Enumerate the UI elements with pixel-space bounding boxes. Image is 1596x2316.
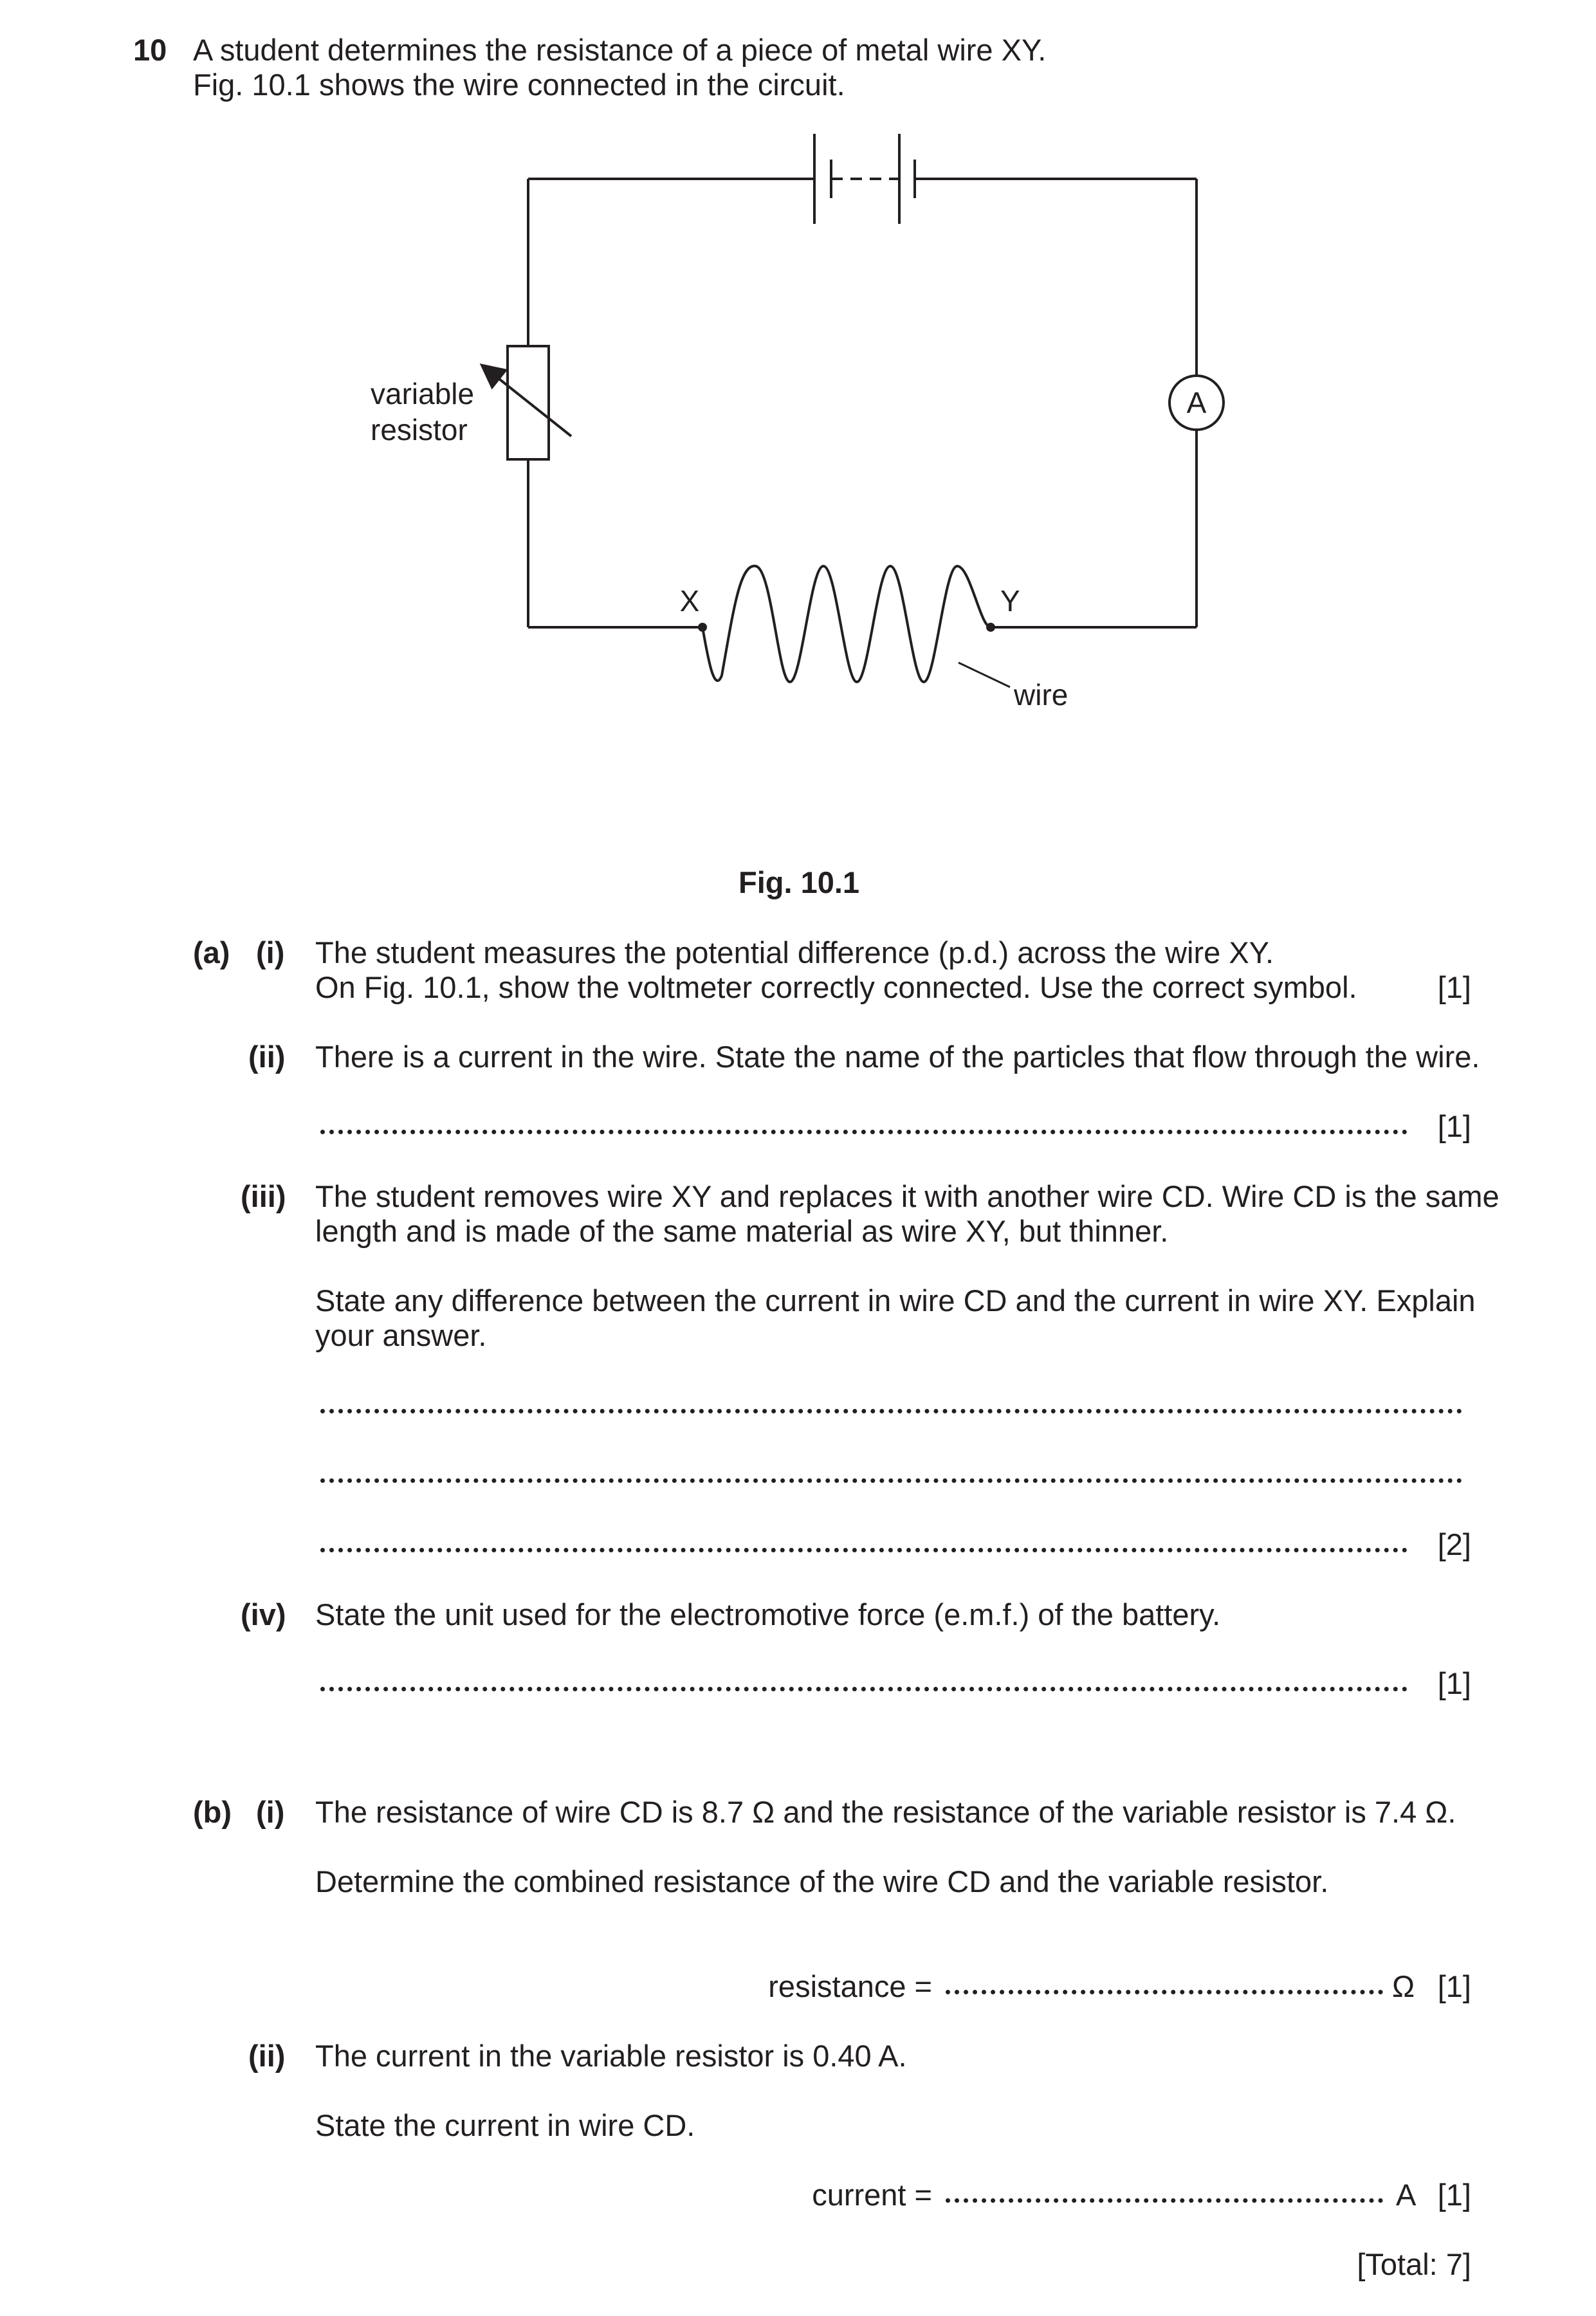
part-b-ii-prompt: State the current in wire CD.: [315, 2108, 695, 2142]
figure-caption: Fig. 10.1: [738, 865, 860, 899]
part-b-i-mark: [1]: [1437, 1969, 1471, 2003]
part-a-ii-mark: [1]: [1437, 1109, 1471, 1143]
current-unit: A: [1396, 2178, 1417, 2212]
circuit-diagram: [0, 0, 1596, 772]
part-a-i-mark: [1]: [1437, 970, 1471, 1004]
part-a-iii-label: (iii): [241, 1179, 286, 1213]
resistance-answer-label: resistance =: [768, 1969, 932, 2003]
part-b-i-text: The resistance of wire CD is 8.7 Ω and the resistance of the variable resistor is 7.4 Ω.: [315, 1795, 1456, 1829]
terminal-x: [698, 623, 707, 632]
label-x: X: [679, 584, 700, 618]
label-y: Y: [1000, 584, 1020, 618]
part-a-iii-text-line4: your answer.: [315, 1318, 487, 1352]
coiled-wire-xy: [702, 566, 991, 682]
part-b-ii-label: (ii): [248, 2039, 286, 2073]
part-b-ii-text: The current in the variable resistor is 0.40 A.: [315, 2039, 907, 2073]
part-a-iii-text-line2: length and is made of the same material as wire XY, but thinner.: [315, 1214, 1169, 1248]
ammeter-label: A: [1186, 386, 1207, 419]
label-resistor: resistor: [371, 413, 468, 446]
terminal-y: [986, 623, 995, 632]
part-b-label: (b): [193, 1795, 232, 1829]
answer-line-a-iii-1[interactable]: [320, 1409, 1462, 1413]
label-wire: wire: [1014, 678, 1069, 712]
part-a-i-text-line2: On Fig. 10.1, show the voltmeter correctly connected. Use the correct symbol.: [315, 970, 1357, 1004]
question-number: 10: [133, 33, 167, 67]
total-marks: [Total: 7]: [1357, 2247, 1471, 2281]
part-a-iv-text: State the unit used for the electromotive force (e.m.f.) of the battery.: [315, 1597, 1221, 1631]
battery-symbol: [814, 134, 915, 224]
part-a-iv-label: (iv): [241, 1597, 286, 1631]
resistance-answer-line[interactable]: [946, 1990, 1383, 1994]
part-b-ii-mark: [1]: [1437, 2178, 1471, 2212]
label-variable: variable: [371, 377, 475, 410]
part-a-iii-text-line1: The student removes wire XY and replaces it with another wire CD. Wire CD is the same: [315, 1179, 1500, 1213]
part-b-i-prompt: Determine the combined resistance of the wire CD and the variable resistor.: [315, 1864, 1329, 1898]
part-a-iv-mark: [1]: [1437, 1666, 1471, 1700]
part-a-label: (a): [193, 935, 230, 970]
resistance-unit: Ω: [1392, 1969, 1415, 2003]
answer-line-a-iii-2[interactable]: [320, 1478, 1462, 1483]
answer-line-a-ii[interactable]: [320, 1130, 1408, 1134]
question-intro-line2: Fig. 10.1 shows the wire connected in the circuit.: [193, 68, 845, 102]
part-a-i-label: (i): [256, 935, 285, 970]
part-a-iii-mark: [2]: [1437, 1527, 1471, 1561]
answer-line-a-iv[interactable]: [320, 1687, 1408, 1691]
answer-line-a-iii-3[interactable]: [320, 1548, 1408, 1552]
wire-label-pointer: [959, 663, 1010, 687]
current-answer-label: current =: [812, 2178, 932, 2212]
part-a-ii-text: There is a current in the wire. State the name of the particles that flow through the wire.: [315, 1040, 1480, 1074]
question-intro-line1: A student determines the resistance of a piece of metal wire XY.: [193, 33, 1047, 67]
current-answer-line[interactable]: [946, 2198, 1383, 2203]
part-a-iii-text-line3: State any difference between the current in wire CD and the current in wire XY. Explain: [315, 1283, 1476, 1318]
part-a-ii-label: (ii): [248, 1040, 286, 1074]
part-b-i-label: (i): [256, 1795, 285, 1829]
part-a-i-text-line1: The student measures the potential difference (p.d.) across the wire XY.: [315, 935, 1274, 970]
variable-resistor-arrow: [484, 367, 571, 436]
